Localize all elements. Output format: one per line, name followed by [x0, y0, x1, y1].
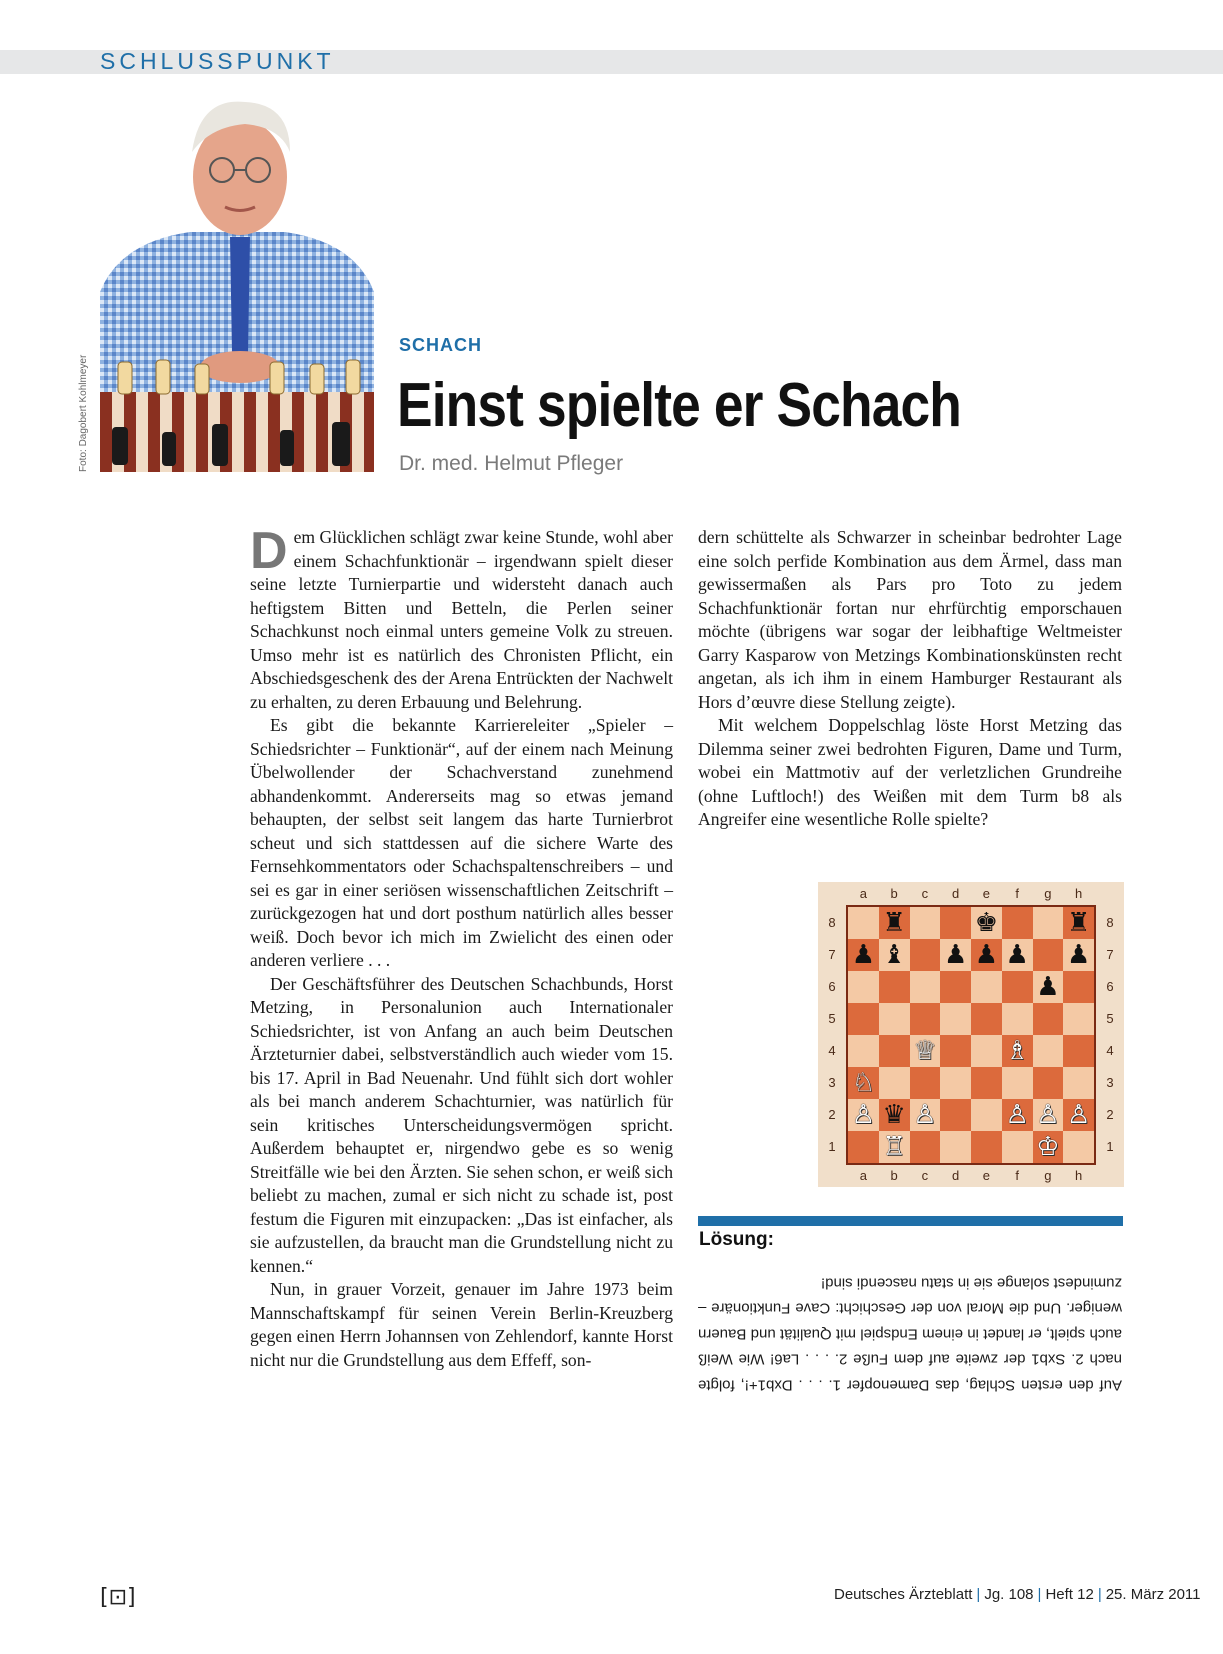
- rank-label: 5: [828, 1011, 836, 1026]
- file-label: b: [890, 886, 898, 901]
- file-label: e: [982, 1168, 990, 1183]
- board-square-d3: [940, 1067, 971, 1099]
- board-square-c4: [910, 1035, 941, 1067]
- chess-piece-icon: ♟: [1066, 940, 1091, 969]
- rank-label: 2: [828, 1107, 836, 1122]
- board-square-a2: [848, 1099, 879, 1131]
- board-square-d1: [940, 1131, 971, 1163]
- board-square-h1: [1063, 1131, 1094, 1163]
- chess-piece-icon: ♙: [1036, 1100, 1060, 1129]
- footer-journal: Deutsches Ärzteblatt: [834, 1586, 973, 1603]
- board-square-e8: [971, 907, 1002, 939]
- chess-piece-icon: ♛: [882, 1100, 906, 1129]
- chess-piece-icon: ♙: [913, 1100, 937, 1129]
- chess-piece-icon: ♜: [882, 908, 906, 937]
- rank-label: 4: [1106, 1043, 1114, 1058]
- board-square-f5: [1002, 1003, 1033, 1035]
- chess-board-frame: [846, 905, 1096, 1165]
- file-label: h: [1075, 1168, 1083, 1183]
- board-square-e6: [971, 971, 1002, 1003]
- board-square-h6: [1063, 971, 1094, 1003]
- chess-piece-icon: ♚: [974, 908, 999, 937]
- chess-piece-icon: ♗: [1005, 1036, 1029, 1065]
- rank-label: 7: [828, 947, 836, 962]
- board-square-b5: [879, 1003, 910, 1035]
- board-square-d2: [940, 1099, 971, 1131]
- paragraph-4-continued: dern schüttelte als Schwarzer in scheinbar bedrohter Lage eine solch perfide Kombination aus dem Ärmel, dass man gewissermaßen als Pars pro Toto zu jedem Schachfunktionär fortan nur ehrfürchtig emporschauen möchte (übrigens war sogar der leibhaftige Weltmeister Garry Kasparow von Metzings Kombinationskünsten recht angetan, als ich ihm in einem Hamburger Restaurant als Hors d’œuvre diese Stellung zeigte).: [698, 527, 1122, 712]
- board-square-g3: [1033, 1067, 1064, 1099]
- board-square-f2: [1002, 1099, 1033, 1131]
- board-square-g5: [1033, 1003, 1064, 1035]
- chess-piece-icon: ♖: [882, 1132, 906, 1161]
- board-square-b6: [879, 971, 910, 1003]
- board-square-e5: [971, 1003, 1002, 1035]
- rank-label: 2: [1106, 1107, 1114, 1122]
- solution-text-upside-down: [698, 1270, 1122, 1398]
- rank-label: 1: [1106, 1139, 1114, 1154]
- chess-piece-icon: ♔: [1036, 1132, 1060, 1161]
- file-label: f: [1015, 1168, 1019, 1183]
- board-square-c6: [910, 971, 941, 1003]
- paragraph-2: Es gibt die bekannte Karriereleiter „Spieler – Schiedsrichter – Funktionär“, auf der einem nach Meinung Übelwollender der Schachverstand zunehmend abhandenkommt. Andererseits mag so etwas jemand behaupten, der selbst seit langem das harte Turnierbrot scheut und sich stattdessen auf die sichere Warte des Fernsehkommentators oder Schachspaltenschreibers – und sei es gar in einer seriösen wissenschaftlichen Zeitschrift – zurückgezogen hat und dort posthum natürlich alles besser weiß. Doch bevor ich mich im Zwielicht des einen oder anderen verliere . . .: [250, 715, 673, 970]
- chess-piece-icon: ♙: [851, 1100, 876, 1129]
- board-square-a4: [848, 1035, 879, 1067]
- board-square-a7: [848, 939, 879, 971]
- drop-cap: D: [250, 522, 288, 580]
- board-square-f1: [1002, 1131, 1033, 1163]
- article-column-left: [250, 522, 673, 1372]
- board-square-h3: [1063, 1067, 1094, 1099]
- board-square-d7: [940, 939, 971, 971]
- board-square-g8: [1033, 907, 1064, 939]
- paragraph-3: Der Geschäftsführer des Deutschen Schachbunds, Horst Metzing, in Personalunion auch Internationaler Schiedsrichter, ist von Anfang an auch beim Deutschen Ärzteturnier dabei, selbstverständlich auch wieder vom 15. bis 17. April in Bad Neuenahr. Und fühlt sich dort wohler als bei manch anderem Schachturnier, was natürlich für sein kritisches Unterscheidungsvermögen spricht. Außerdem behauptet er, nirgendwo gebe es so wenig Streitfälle wie bei den Ärzten. Sie sehen schon, er weiß sich beliebt zu machen, zumal er sich nicht zu schade ist, post festum die Figuren mit einzupacken: „Das ist einfacher, als sie aufzustellen, da braucht man die Grundstellung nicht zu kennen.“: [250, 973, 673, 1276]
- kicker: SCHACH: [399, 335, 483, 355]
- chess-board: [848, 907, 1094, 1163]
- board-square-e4: [971, 1035, 1002, 1067]
- board-square-f7: [1002, 939, 1033, 971]
- board-square-g4: [1033, 1035, 1064, 1067]
- board-square-c7: [910, 939, 941, 971]
- board-square-e3: [971, 1067, 1002, 1099]
- board-square-c8: [910, 907, 941, 939]
- board-square-d4: [940, 1035, 971, 1067]
- rank-label: 6: [828, 979, 836, 994]
- rank-label: 4: [828, 1043, 836, 1058]
- board-square-b4: [879, 1035, 910, 1067]
- board-square-c2: [910, 1099, 941, 1131]
- rank-label: 6: [1106, 979, 1114, 994]
- section-label: SCHLUSSPUNKT: [100, 48, 335, 74]
- board-square-g6: [1033, 971, 1064, 1003]
- board-square-a8: [848, 907, 879, 939]
- board-square-h2: [1063, 1099, 1094, 1131]
- file-label: a: [859, 886, 867, 901]
- chess-piece-icon: ♜: [1066, 908, 1091, 937]
- board-square-c5: [910, 1003, 941, 1035]
- board-square-a5: [848, 1003, 879, 1035]
- board-square-h8: [1063, 907, 1094, 939]
- rank-label: 8: [828, 915, 836, 930]
- paragraph-1: Dem Glücklichen schlägt zwar keine Stunde, wohl aber einem Schachfunktionär – irgendwann spielt dieser seine letzte Turnierpartie und widersteht danach auch heftigstem Bitten und Betteln, die Perlen seiner Schachkunst noch einmal unters gemeine Volk zu streuen. Umso mehr ist es natürlich des Chronisten Pflicht, ein Abschiedsgeschenk des der Arena Entrückten der Nachwelt zu erhalten, zu deren Erbauung und Belehrung.: [250, 522, 673, 712]
- chess-piece-icon: ♟: [851, 940, 876, 969]
- board-square-h7: [1063, 939, 1094, 971]
- board-square-b3: [879, 1067, 910, 1099]
- chess-piece-icon: ♕: [913, 1036, 937, 1065]
- solution-label: Lösung:: [699, 1229, 774, 1250]
- article-column-right: [698, 526, 1122, 832]
- file-label: h: [1075, 886, 1083, 901]
- rank-label: 1: [828, 1139, 836, 1154]
- board-square-f6: [1002, 971, 1033, 1003]
- board-square-d6: [940, 971, 971, 1003]
- chess-piece-icon: ♟: [943, 940, 968, 969]
- chess-piece-icon: ♟: [1036, 972, 1060, 1001]
- footer-date: 25. März 2011: [1105, 1586, 1201, 1603]
- file-label: g: [1044, 886, 1052, 901]
- file-label: e: [982, 886, 990, 901]
- board-square-c1: [910, 1131, 941, 1163]
- rank-label: 7: [1106, 947, 1114, 962]
- board-square-b8: [879, 907, 910, 939]
- board-square-a1: [848, 1131, 879, 1163]
- rank-label: 5: [1106, 1011, 1114, 1026]
- board-square-b1: [879, 1131, 910, 1163]
- paragraph-5: Mit welchem Doppelschlag löste Horst Metzing das Dilemma seiner zwei bedrohten Figuren, Dame und Turm, wobei ein Mattmotiv auf der verletzlichen Grundreihe (ohne Luftloch!) des Weißen mit dem Turm b8 als Angreifer eine wesentliche Rolle spielte?: [698, 715, 1122, 829]
- file-label: c: [921, 886, 929, 901]
- board-square-h5: [1063, 1003, 1094, 1035]
- board-square-d5: [940, 1003, 971, 1035]
- board-square-d8: [940, 907, 971, 939]
- author-photo: [100, 92, 374, 472]
- file-label: d: [952, 1168, 960, 1183]
- board-square-g7: [1033, 939, 1064, 971]
- footer: [834, 1586, 1201, 1603]
- chess-piece-icon: ♘: [851, 1068, 876, 1097]
- board-square-e2: [971, 1099, 1002, 1131]
- file-label: a: [859, 1168, 867, 1183]
- board-square-h4: [1063, 1035, 1094, 1067]
- footer-issue: Heft 12: [1045, 1586, 1094, 1603]
- file-label: b: [890, 1168, 898, 1183]
- paragraph-4: Nun, in grauer Vorzeit, genauer im Jahre 1973 beim Mannschaftskampf für seinen Verein Berlin-Kreuzberg gegen einen Herrn Johannsen von Zehlendorf, kannte Horst nicht nur die Grundstellung aus dem Effeff, son-: [250, 1279, 673, 1370]
- file-label: d: [952, 886, 960, 901]
- board-square-c3: [910, 1067, 941, 1099]
- file-label: f: [1015, 886, 1019, 901]
- rank-label: 8: [1106, 915, 1114, 930]
- chess-piece-icon: ♝: [882, 940, 906, 969]
- chess-piece-icon: ♙: [1005, 1100, 1029, 1129]
- board-square-g1: [1033, 1131, 1064, 1163]
- footer-separator: |: [976, 1586, 981, 1603]
- board-square-b2: [879, 1099, 910, 1131]
- magazine-logo-icon: [⊡]: [100, 1585, 136, 1610]
- board-square-a6: [848, 971, 879, 1003]
- board-square-g2: [1033, 1099, 1064, 1131]
- board-square-b7: [879, 939, 910, 971]
- rank-label: 3: [828, 1075, 836, 1090]
- solution-text: Auf den ersten Schlag, das Damenopfer 1. . . . Dxb1+!, folgte nach 2. Sxb1 der zweite auf dem Fuße 2. . . . La6! Wie Weiß auch spielt, er landet in einem Endspiel mit Qualität und Bauern weniger. Und die Moral von der Geschicht: Cave Funktionäre – zumindest solange sie in statu nascendi sind!: [698, 1274, 1122, 1394]
- board-square-f4: [1002, 1035, 1033, 1067]
- photo-credit: Foto: Dagobert Kohlmeyer: [78, 354, 89, 472]
- file-label: g: [1044, 1168, 1052, 1183]
- board-square-e1: [971, 1131, 1002, 1163]
- author-byline: Dr. med. Helmut Pfleger: [399, 452, 624, 475]
- chess-piece-icon: ♙: [1066, 1100, 1091, 1129]
- file-label: c: [921, 1168, 929, 1183]
- board-square-f3: [1002, 1067, 1033, 1099]
- rank-label: 3: [1106, 1075, 1114, 1090]
- headline: Einst spielte er Schach: [397, 371, 962, 440]
- footer-volume: Jg. 108: [984, 1586, 1034, 1603]
- board-square-f8: [1002, 907, 1033, 939]
- chess-piece-icon: ♟: [1005, 940, 1029, 969]
- chess-diagram: [818, 882, 1124, 1187]
- board-square-e7: [971, 939, 1002, 971]
- chess-piece-icon: ♟: [974, 940, 999, 969]
- solution-rule: [698, 1216, 1123, 1226]
- footer-separator: |: [1097, 1586, 1102, 1603]
- board-square-a3: [848, 1067, 879, 1099]
- footer-separator: |: [1037, 1586, 1042, 1603]
